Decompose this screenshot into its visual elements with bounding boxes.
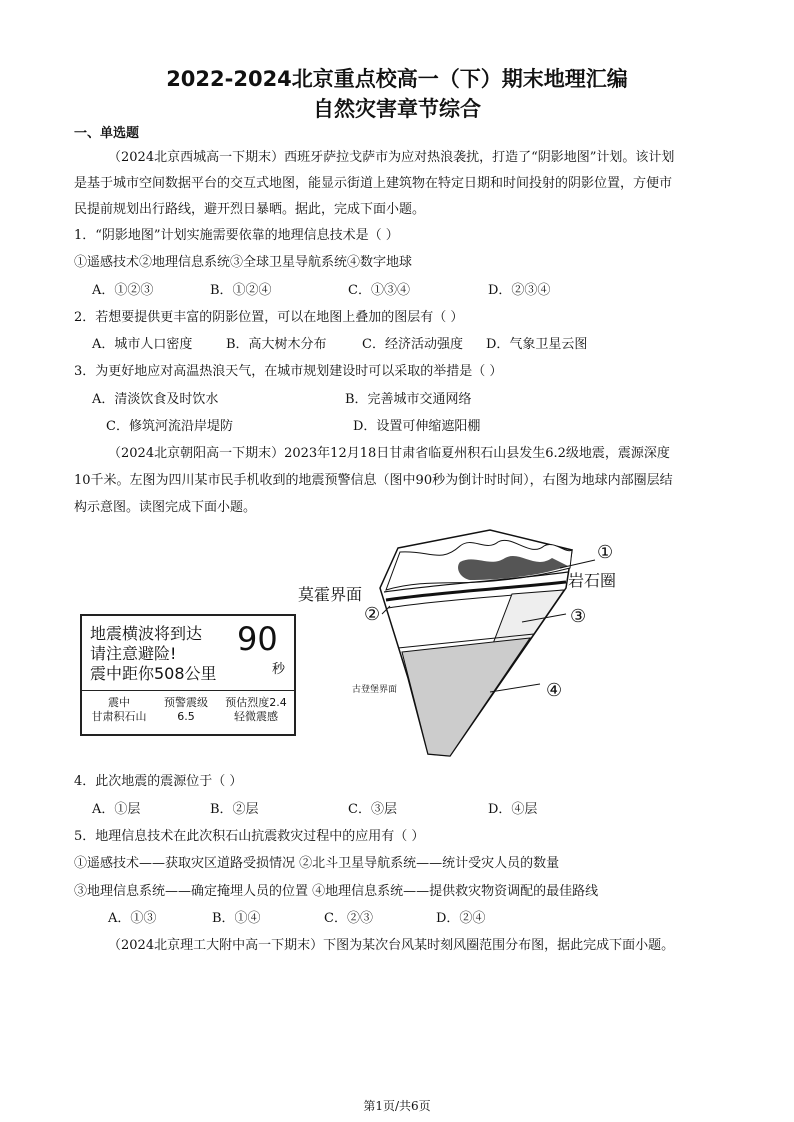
earthquake-warning-figure	[80, 614, 296, 736]
q5-option-b: B．①④	[212, 911, 261, 926]
layer4-marker: ④	[546, 680, 563, 701]
q4-stem: 4．此次地震的震源位于（ ）	[74, 774, 243, 789]
passage2-line1: （2024北京朝阳高一下期末）2023年12月18日甘肃省临夏州积石山县发生6.2级地震，震源深度	[108, 446, 670, 461]
layer2-marker: ②	[364, 604, 381, 625]
passage3: （2024北京理工大附中高一下期末）下图为某次台风某时刻风圈范围分布图，据此完成下面小题。	[108, 938, 675, 953]
q1-option-d: D．②③④	[488, 283, 551, 298]
q1-items: ①遥感技术②地理信息系统③全球卫星导航系统④数字地球	[74, 255, 413, 270]
gutenberg-label: 古登堡界面	[352, 685, 398, 695]
passage2-line3: 构示意图。读图完成下面小题。	[74, 500, 257, 515]
q1-stem: 1．“阴影地图”计划实施需要依靠的地理信息技术是（ ）	[74, 228, 399, 243]
q5-stem: 5．地理信息技术在此次积石山抗震救灾过程中的应用有（ ）	[74, 829, 425, 844]
passage1-line1: （2024北京西城高一下期末）西班牙萨拉戈萨市为应对热浪袭扰，打造了“阴影地图”计划。该计划	[108, 150, 675, 165]
q3-option-d: D．设置可伸缩遮阳棚	[353, 419, 481, 434]
epicenter-cell: 震中 甘肃积石山	[91, 696, 147, 723]
q5-items-line2: ③地理信息系统——确定掩埋人员的位置 ④地理信息系统——提供救灾物资调配的最佳路线	[74, 884, 599, 899]
page-footer: 第1页/共6页	[363, 1099, 431, 1113]
warning-line2: 请注意避险!	[90, 644, 177, 663]
q3-option-c: C．修筑河流沿岸堤防	[106, 419, 233, 434]
document-subtitle: 自然灾害章节综合	[313, 97, 481, 121]
q4-option-d: D．④层	[488, 802, 538, 817]
q3-option-b: B．完善城市交通网络	[345, 392, 472, 407]
moho-label: 莫霍界面	[298, 585, 363, 604]
warning-divider	[82, 690, 294, 691]
earth-interior-diagram	[290, 528, 630, 764]
layer1-marker: ①	[597, 542, 614, 563]
passage2-line2: 10千米。左图为四川某市民手机收到的地震预警信息（图中90秒为倒计时时间），右图为地球内部圈层结	[74, 473, 673, 488]
q2-option-d: D．气象卫星云图	[486, 337, 588, 352]
layer3-marker: ③	[570, 606, 587, 627]
q1-option-a: A．①②③	[92, 283, 154, 298]
magnitude-cell: 预警震级 6.5	[164, 696, 208, 723]
lithosphere-label: 岩石圈	[568, 571, 617, 590]
q4-option-c: C．③层	[348, 802, 397, 817]
warning-line1: 地震横波将到达	[90, 624, 203, 643]
q3-option-a: A．清淡饮食及时饮水	[92, 392, 219, 407]
q2-option-c: C．经济活动强度	[362, 337, 463, 352]
q5-option-c: C．②③	[324, 911, 373, 926]
warning-line3: 震中距你508公里	[90, 664, 217, 683]
q2-stem: 2．若想要提供更丰富的阴影位置，可以在地图上叠加的图层有（ ）	[74, 310, 464, 325]
core-layer	[402, 638, 530, 756]
section-heading: 一、单选题	[74, 126, 140, 141]
q4-option-a: A．①层	[92, 802, 141, 817]
countdown-value: 90	[237, 620, 278, 658]
q3-stem: 3．为更好地应对高温热浪天气，在城市规划建设时可以采取的举措是（ ）	[74, 364, 503, 379]
passage1-line2: 是基于城市空间数据平台的交互式地图，能显示街道上建筑物在特定日期和时间投射的阴影位置，方便市	[74, 176, 673, 191]
countdown-unit: 秒	[272, 662, 286, 677]
q4-option-b: B．②层	[210, 802, 259, 817]
q2-option-b: B．高大树木分布	[226, 337, 327, 352]
passage1-line3: 民提前规划出行路线，避开烈日暴晒。据此，完成下面小题。	[74, 202, 426, 217]
q2-option-a: A．城市人口密度	[92, 337, 193, 352]
q5-option-a: A．①③	[108, 911, 157, 926]
q1-option-b: B．①②④	[210, 283, 272, 298]
q1-option-c: C．①③④	[348, 283, 410, 298]
q5-option-d: D．②④	[436, 911, 486, 926]
q5-items-line1: ①遥感技术——获取灾区道路受损情况 ②北斗卫星导航系统——统计受灾人员的数量	[74, 856, 560, 871]
document-title: 2022-2024北京重点校高一（下）期末地理汇编	[166, 67, 628, 91]
intensity-cell: 预估烈度2.4 轻微震感	[225, 696, 287, 723]
